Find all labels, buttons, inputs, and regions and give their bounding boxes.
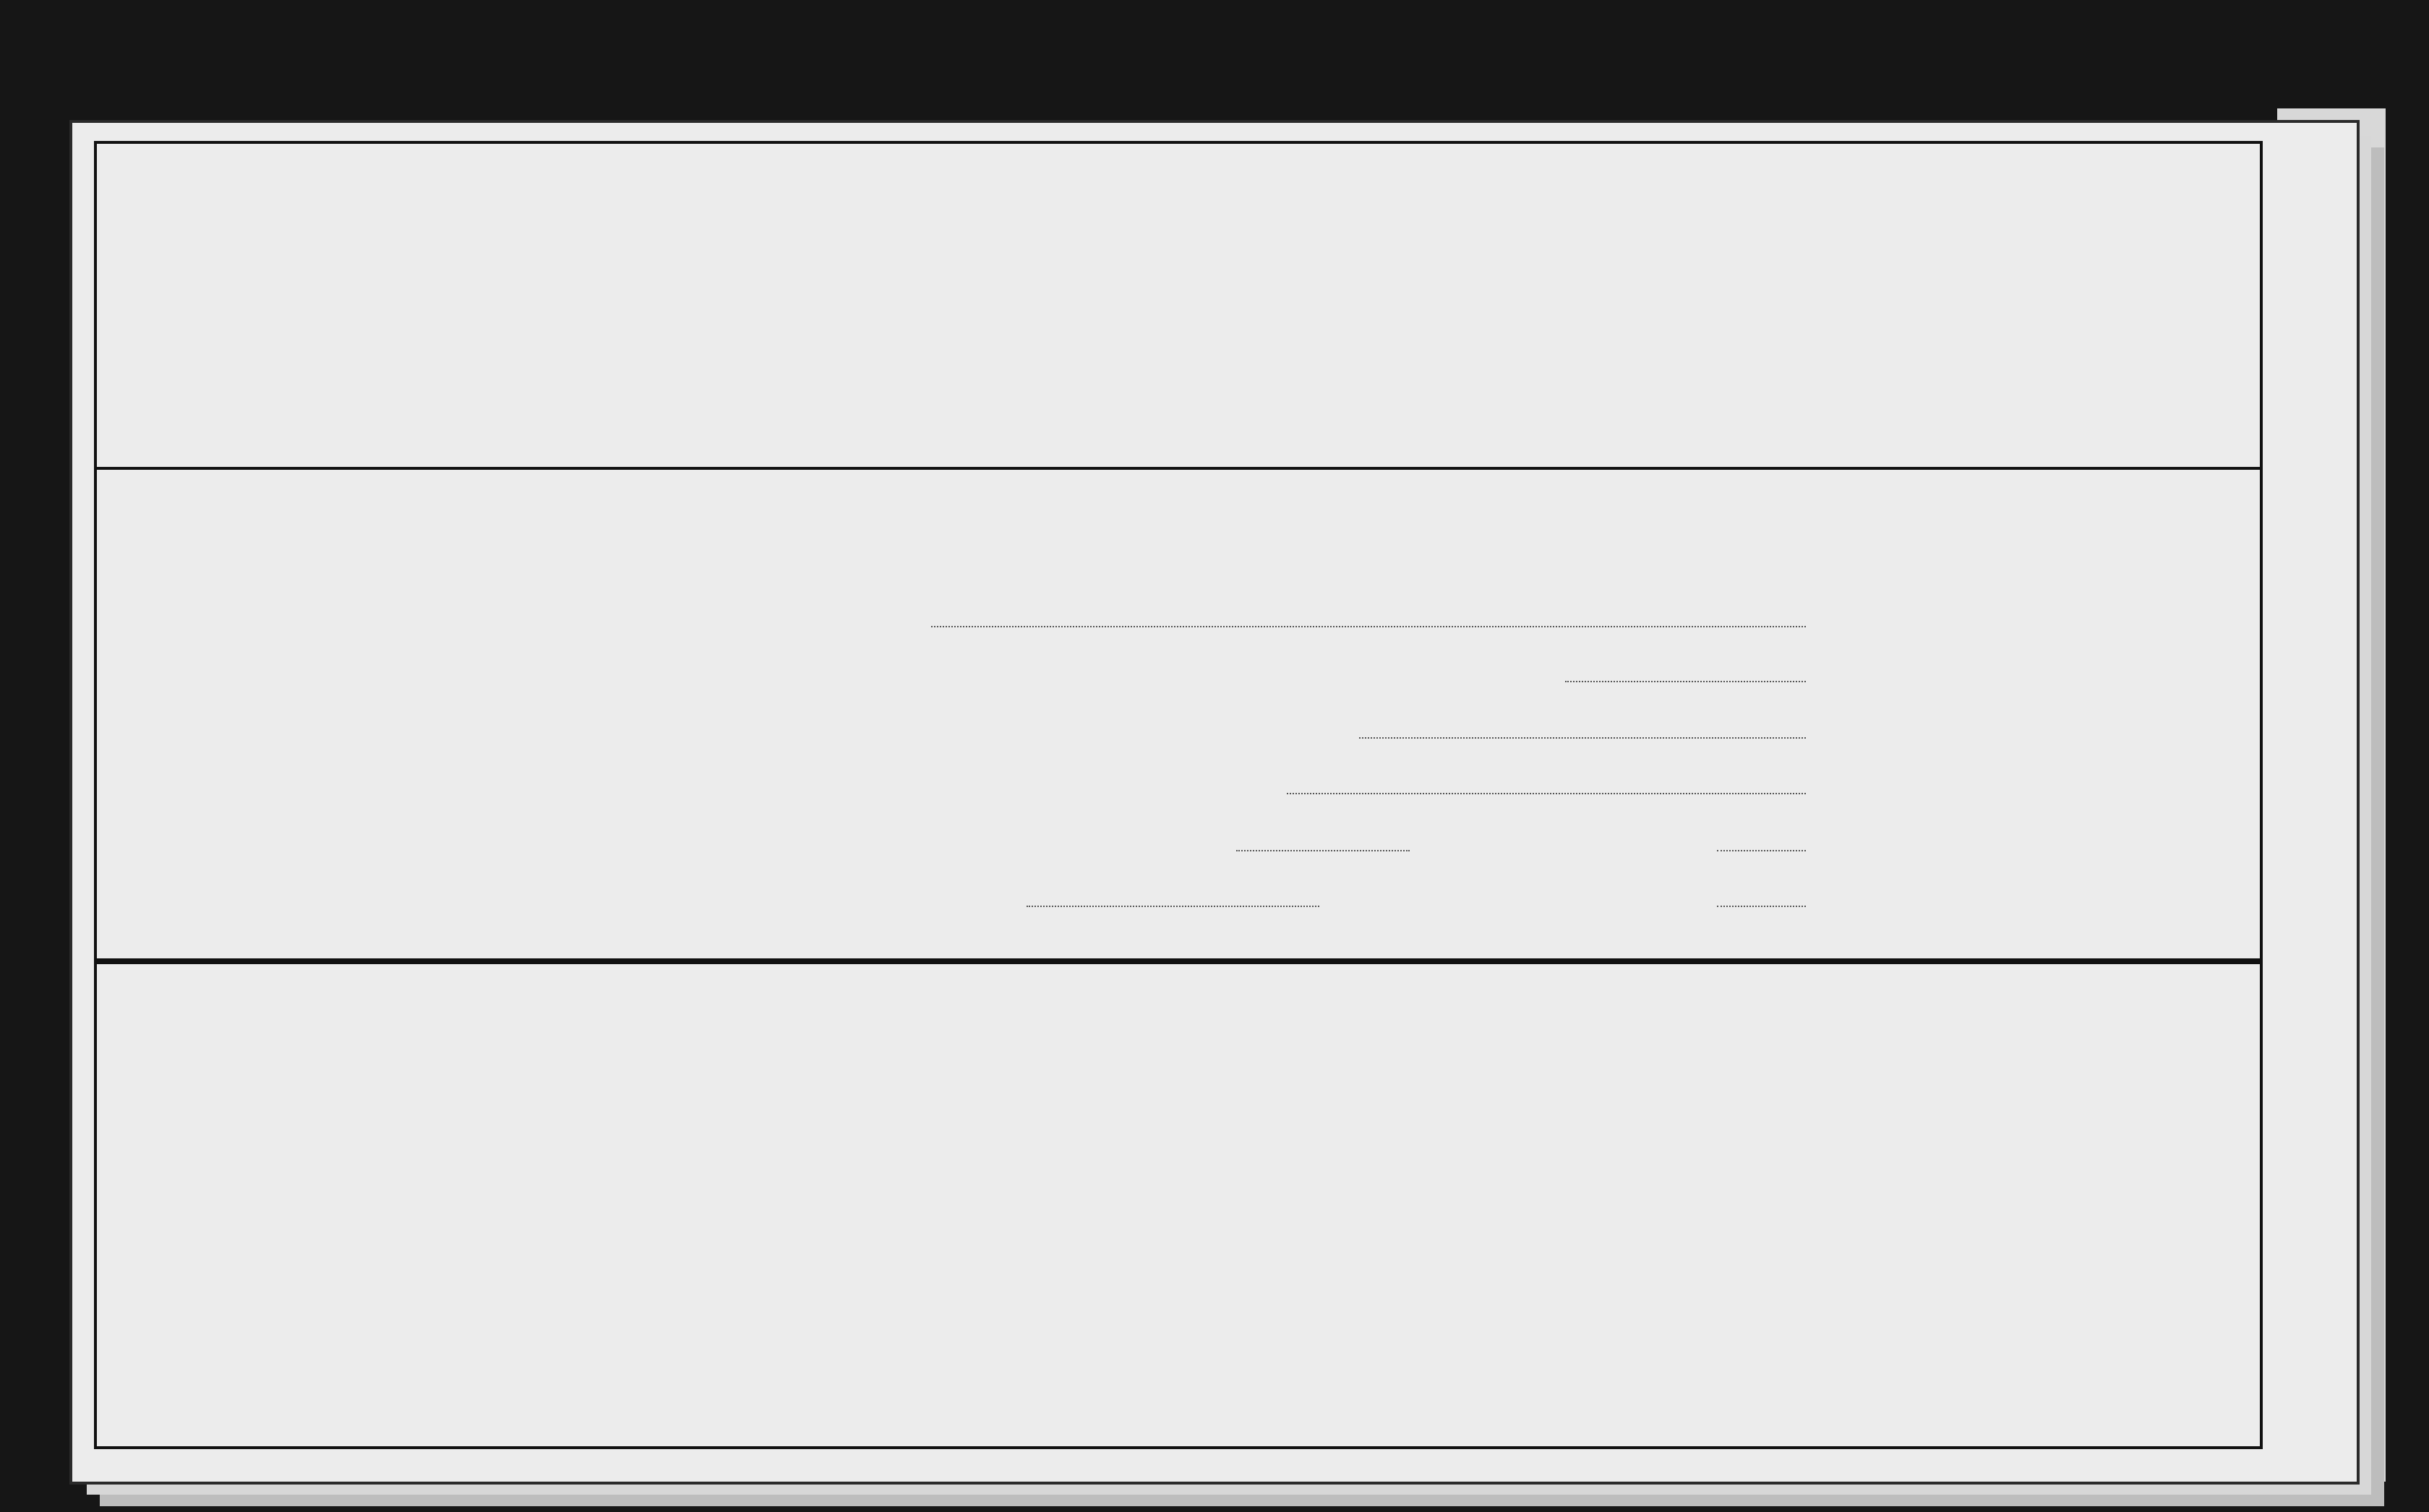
crops-table [94,141,2263,470]
middle-section [94,470,2263,961]
lease-table [94,961,2263,1449]
